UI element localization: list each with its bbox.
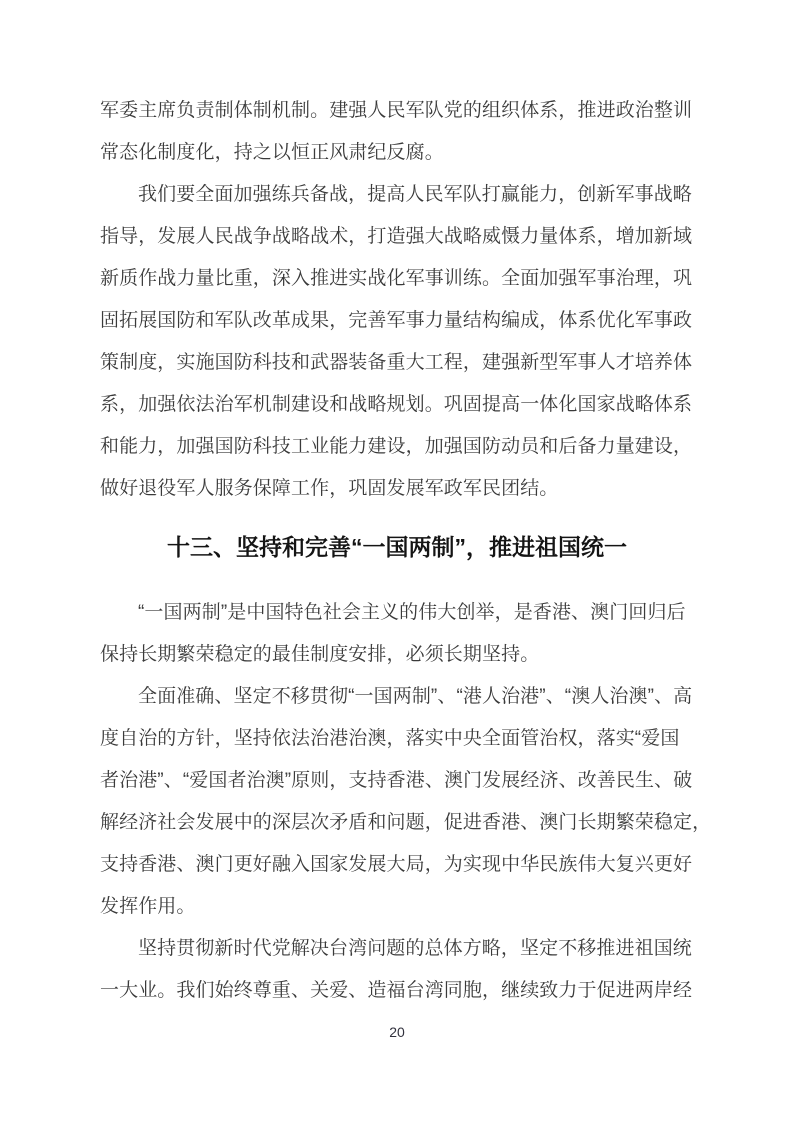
paragraph-hongkong-macau xyxy=(100,676,712,928)
text-line: 指导，发展人民战争战略战术，打造强大战略威慑力量体系，增加新域 xyxy=(100,226,693,247)
text-line: 军委主席负责制体制机制。建强人民军队党的组织体系，推进政治整训 xyxy=(100,100,693,121)
text-line: 一大业。我们始终尊重、关爱、造福台湾同胞，继续致力于促进两岸经 xyxy=(100,980,693,1001)
text-line: 者治港”、“爱国者治澳”原则，支持香港、澳门发展经济、改善民生、破 xyxy=(100,770,693,791)
paragraph-military xyxy=(100,174,694,510)
text-line: 我们要全面加强练兵备战，提高人民军队打赢能力，创新军事战略 xyxy=(138,184,692,205)
text-line: 策制度，实施国防科技和武器装备重大工程，建强新型军事人才培养体 xyxy=(100,352,693,373)
page-content xyxy=(100,90,712,1012)
text-line: 固拓展国防和军队改革成果，完善军事力量结构编成，体系优化军事政 xyxy=(100,310,693,331)
text-line: 新质作战力量比重，深入推进实战化军事训练。全面加强军事治理，巩 xyxy=(100,268,693,289)
text-line: 坚持贯彻新时代党解决台湾问题的总体方略，坚定不移推进祖国统 xyxy=(138,938,692,959)
text-line: 常态化制度化，持之以恒正风肃纪反腐。 xyxy=(100,142,444,163)
text-line: “一国两制”是中国特色社会主义的伟大创举，是香港、澳门回归后 xyxy=(138,602,686,623)
page-number: 20 xyxy=(389,1024,405,1040)
text-line: 系，加强依法治军机制建设和战略规划。巩固提高一体化国家战略体系 xyxy=(100,394,693,415)
section-heading: 十三、坚持和完善“一国两制”，推进祖国统一 xyxy=(167,534,627,560)
text-line: 做好退役军人服务保障工作，巩固发展军政军民团结。 xyxy=(100,478,559,499)
page-footer xyxy=(0,1022,794,1042)
text-line: 保持长期繁荣稳定的最佳制度安排，必须长期坚持。 xyxy=(100,644,540,665)
paragraph-continuation xyxy=(100,90,694,174)
text-line: 支持香港、澳门更好融入国家发展大局，为实现中华民族伟大复兴更好 xyxy=(100,854,693,875)
text-line: 度自治的方针，坚持依法治港治澳，落实中央全面管治权，落实“爱国 xyxy=(100,728,680,749)
paragraph-one-country-two-systems xyxy=(100,592,694,676)
paragraph-taiwan xyxy=(100,928,694,1012)
text-line: 全面准确、坚定不移贯彻“一国两制”、“港人治港”、“澳人治澳”、高 xyxy=(138,686,693,707)
text-line: 和能力，加强国防科技工业能力建设，加强国防动员和后备力量建设， xyxy=(100,436,693,457)
text-line: 解经济社会发展中的深层次矛盾和问题，促进香港、澳门长期繁荣稳定， xyxy=(100,812,712,833)
text-line: 发挥作用。 xyxy=(100,896,196,917)
